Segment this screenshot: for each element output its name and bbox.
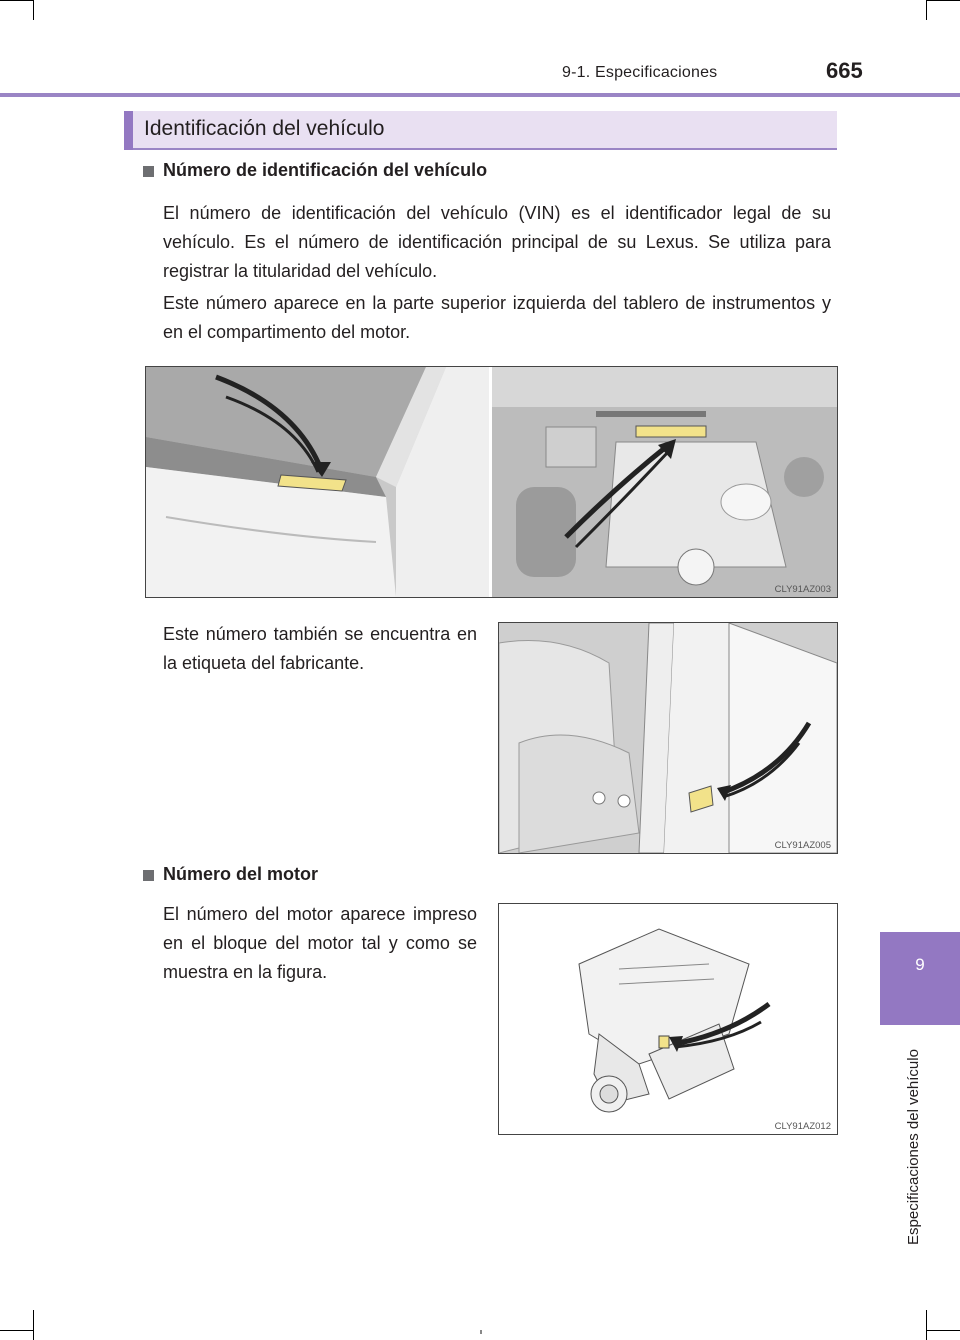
engine-heading: Número del motor (163, 864, 319, 884)
crop-mark (0, 0, 34, 1)
square-bullet-icon (143, 166, 154, 177)
figure-manufacturer-label (498, 622, 838, 854)
engine-paragraph: El número del motor aparece impreso en el bloque del motor tal y como se muestra en la figura. (163, 904, 477, 982)
vin-plate-engine (636, 426, 706, 437)
vin-paragraph-1: El número de identificación del vehículo (VIN) es el identificador legal de su vehículo. Es el número de identificación principal de su Lexus. Se utiliza para registrar la titularidad del vehículo. (163, 203, 831, 281)
chapter-tab (880, 932, 960, 1025)
page-number: 665 (826, 58, 863, 83)
footer-mark (480, 1330, 482, 1334)
vin-paragraph-2: Este número aparece en la parte superior izquierda del tablero de instrumentos y en el compartimento del motor. (163, 293, 831, 342)
engine-number-mark (659, 1036, 669, 1048)
figure-code: CLY91AZ005 (774, 840, 831, 851)
vin-paragraph-3: Este número también se encuentra en la etiqueta del fabricante. (163, 624, 477, 673)
figure-code: CLY91AZ012 (774, 1121, 831, 1132)
crop-mark (33, 1310, 34, 1340)
crop-mark (926, 1310, 927, 1340)
crop-mark (926, 0, 960, 1)
crop-mark (33, 0, 34, 20)
crop-mark (926, 0, 927, 20)
section-title: Identificación del vehículo (144, 117, 385, 140)
section-accent (124, 111, 133, 150)
vin-locations-illustration (146, 367, 837, 597)
crop-mark (926, 1330, 960, 1331)
crop-mark (0, 1330, 34, 1331)
figure-engine-number (498, 903, 838, 1135)
figure-vin-locations (145, 366, 838, 598)
vin-heading: Número de identificación del vehículo (163, 160, 488, 180)
section-heading-bar (124, 111, 837, 150)
manufacturer-label-illustration (499, 623, 837, 853)
chapter-label: Especificaciones del vehículo (905, 1049, 922, 1245)
running-header-section: 9-1. Especificaciones (562, 64, 718, 81)
square-bullet-icon (143, 870, 154, 881)
engine-number-illustration (499, 904, 837, 1134)
figure-code: CLY91AZ003 (774, 584, 831, 595)
chapter-number: 9 (915, 955, 925, 974)
header-rule (0, 93, 960, 97)
